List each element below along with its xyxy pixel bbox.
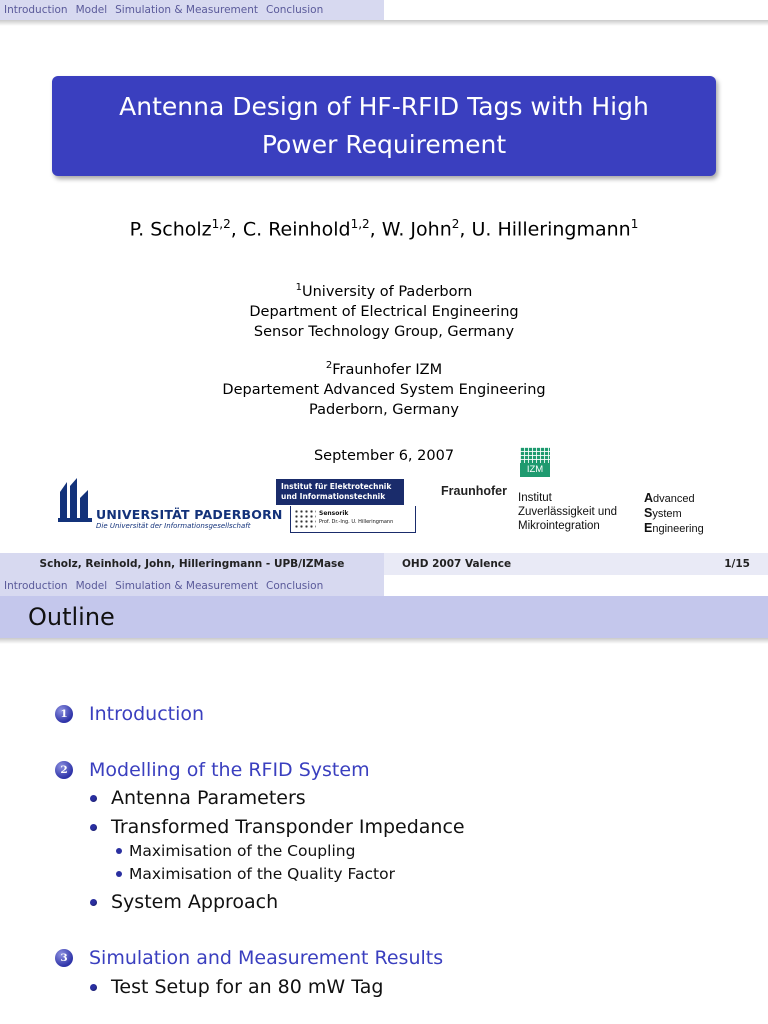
- izm-grid-icon: [520, 447, 550, 463]
- institute-logo: [276, 479, 416, 535]
- fraunhofer-logo-text: Fraunhofer: [441, 484, 507, 498]
- bullet-icon: [116, 848, 122, 854]
- bullet-icon: [90, 899, 97, 906]
- top-navbar-slide2: [0, 575, 768, 596]
- sensorik-dots-icon: [294, 509, 316, 529]
- outline-subitem[interactable]: Transformed Transponder Impedance: [90, 816, 465, 838]
- nav-link-introduction[interactable]: Introduction: [4, 579, 68, 592]
- bullet-icon: [90, 795, 97, 802]
- nav-link-simulation[interactable]: Simulation & Measurement: [115, 4, 259, 16]
- nav-link-model[interactable]: Model: [75, 579, 108, 592]
- presentation-date: September 6, 2007: [313, 448, 455, 464]
- outline-subitem[interactable]: Test Setup for an 80 mW Tag: [90, 976, 383, 998]
- frame-title-shadow: [0, 638, 768, 644]
- nav-link-simulation[interactable]: Simulation & Measurement: [115, 579, 259, 592]
- navbar-shadow: [0, 20, 768, 26]
- outline-subsubitem[interactable]: Maximisation of the Coupling: [116, 842, 355, 860]
- slide-footer: [0, 553, 768, 575]
- nav-link-conclusion[interactable]: Conclusion: [266, 579, 324, 592]
- section-label: Introduction: [89, 703, 205, 725]
- outline-section-3[interactable]: [55, 947, 443, 969]
- nav-link-conclusion[interactable]: Conclusion: [266, 4, 324, 16]
- author-list: P. Scholz$^{1,2}$, C. Reinhold$^{1,2}$, W. John$^2$, U. Hilleringmann$^1$: [129, 217, 639, 241]
- outline-subsubitem[interactable]: Maximisation of the Quality Factor: [116, 865, 395, 883]
- section-number-badge: 2: [55, 761, 73, 779]
- nav-link-introduction[interactable]: Introduction: [4, 4, 68, 16]
- title-block: [52, 76, 716, 176]
- outline-subitem[interactable]: Antenna Parameters: [90, 787, 306, 809]
- bullet-icon: [90, 824, 97, 831]
- affiliation-paderborn: $^1$University of Paderborn Department of Electrical Engineering Sensor Technology Group, Germany: [249, 282, 519, 340]
- section-number-badge: 1: [55, 705, 73, 723]
- upb-emblem-icon: [58, 478, 92, 522]
- frame-title-bar: [0, 596, 768, 638]
- affiliation-fraunhofer: $^2$Fraunhofer IZM Departement Advanced System Engineering Paderborn, Germany: [222, 360, 546, 418]
- section-label: Simulation and Measurement Results: [89, 947, 444, 969]
- section-label: Modelling of the RFID System: [89, 759, 370, 781]
- frame-title: Outline: [28, 603, 115, 631]
- outline-section-1[interactable]: [55, 703, 204, 725]
- university-paderborn-logo: [58, 478, 283, 534]
- nav-section-list: [0, 0, 384, 20]
- ase-text: Advanced System Engineering: [644, 491, 704, 535]
- top-navbar: [0, 0, 768, 20]
- footer-venue: OHD 2007 Valence: [402, 558, 512, 570]
- presentation-title: Antenna Design of HF-RFID Tags with High Power Requirement: [119, 92, 649, 159]
- footer-page-number: 1/15: [724, 558, 750, 570]
- upb-tagline: Die Universität der Informationsgesellschaft: [96, 522, 251, 530]
- izm-institute-text: Institut Zuverlässigkeit und Mikrointegration: [518, 492, 618, 532]
- institute-name: Institut für Elektrotechnik und Informationstechnik: [276, 479, 404, 505]
- upb-name: UNIVERSITÄT PADERBORN: [96, 507, 283, 522]
- nav-link-model[interactable]: Model: [75, 4, 108, 16]
- outline-subitem[interactable]: System Approach: [90, 891, 278, 913]
- bullet-icon: [90, 984, 97, 991]
- sensorik-box: Sensorik Prof. Dr.-Ing. U. Hilleringmann: [290, 506, 416, 533]
- outline-section-2[interactable]: [55, 759, 370, 781]
- izm-logo: IZM: [520, 447, 550, 477]
- section-number-badge: 3: [55, 949, 73, 967]
- footer-authors: Scholz, Reinhold, John, Hilleringmann - UPB/IZMase: [0, 553, 384, 575]
- bullet-icon: [116, 871, 122, 877]
